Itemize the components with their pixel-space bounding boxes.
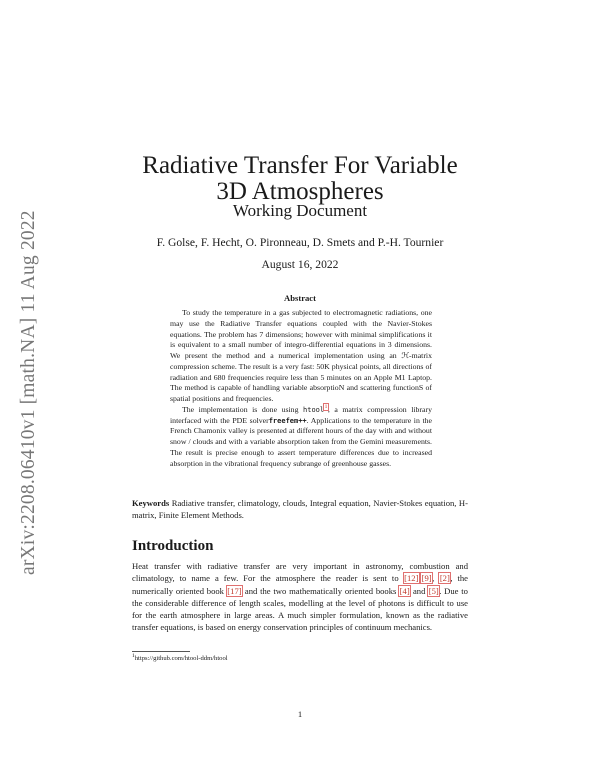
paper-title [100, 153, 500, 205]
title-line-1: Radiative Transfer For Variable [142, 152, 458, 179]
date: August 16, 2022 [261, 258, 339, 271]
keywords-text: Radiative transfer, climatology, clouds, Integral equation, Navier-Stokes equation, H-matrix, Finite Element Methods. [132, 498, 468, 520]
abstract-paragraph-1: To study the temperature in a gas subjected to electromagnetic radiations, one may use the Radiative Transfer equations coupled with the Navier-Stokes equations. The problem has 7 dimensions; however with minimal simplifications it is equivalent to a small number of integro-differential equations in 3 dimensions. We present the method and a numerical implementation using an ℋ-matrix compression scheme. The result is a very fast: 50K physical points, all directions of radiation and 680 frequencies require less than 5 minutes on an Apple M1 Laptop. The method is capable of handling variable absorptioN and scattering functionS of spatial positions and frequencies. [170, 308, 432, 403]
paper-subtitle: Working Document [232, 201, 368, 220]
introduction-body [132, 560, 468, 634]
arxiv-stamp: arXiv:2208.06410v1 [math.NA] 11 Aug 2022 [18, 210, 39, 575]
citation-link-2[interactable]: [2] [439, 573, 450, 584]
introduction-paragraph [132, 560, 468, 634]
citation-link-12[interactable]: [12] [404, 573, 419, 584]
authors: F. Golse, F. Hecht, O. Pironneau, D. Smets and P.-H. Tournier [156, 236, 444, 249]
footnote-mark: 1 [132, 652, 135, 659]
abstract-text: The implementation is done using [182, 404, 304, 414]
citation-link-4[interactable]: [4] [399, 585, 410, 596]
keywords-label: Keywords [132, 498, 170, 508]
page-number: 1 [297, 709, 303, 719]
abstract-paragraph-2 [170, 405, 432, 470]
keywords [132, 497, 468, 521]
footnote-url-link[interactable]: https://github.com/htool-ddm/htool [134, 655, 228, 662]
intro-text: , [418, 573, 422, 584]
abstract-text: . Applications to the temperature in the French Chamonix valley is presented at different hours of the day with and without snow / clouds and with a variable absorption taken from the Gemini measurements. The result is precise enough to assert temperature differences due to increased absorption in the vibrational frequency subrange of greenhouse gasses. [170, 415, 432, 468]
footnote-rule [132, 651, 190, 652]
abstract-text: , a matrix compression library interfaced with the PDE solver [170, 404, 432, 425]
intro-text: and the two mathematically oriented books [242, 585, 400, 596]
intro-text: , [432, 573, 440, 584]
intro-text: , the numerically oriented book [132, 573, 469, 596]
section-title-introduction: Introduction [132, 538, 214, 554]
citation-link-9[interactable]: [9] [421, 573, 432, 584]
citation-link-17[interactable]: [17] [227, 585, 242, 596]
intro-text: Heat transfer with radiative transfer are very important in astronomy, combustion and climatology, to name a few. For the atmosphere the reader is sent to [132, 561, 468, 584]
footnote-mark-link[interactable]: 1 [324, 404, 328, 411]
citation-link-5[interactable]: [5] [428, 585, 439, 596]
code-freefem: freefem++ [268, 416, 307, 425]
title-line-2: 3D Atmospheres [216, 178, 384, 205]
intro-text: and [410, 585, 429, 596]
code-htool: htool [303, 405, 325, 414]
abstract-heading: Abstract [284, 293, 316, 303]
abstract [170, 308, 432, 469]
intro-text: . Due to the considerable difference of length scales, modelling at the level of photons is difficult to use for the earth atmosphere in large areas. A much simpler formulation, known as the radiative transfer equations, is based on energy conservation principles of continuum mechanics. [132, 585, 468, 633]
footnote [132, 652, 228, 662]
